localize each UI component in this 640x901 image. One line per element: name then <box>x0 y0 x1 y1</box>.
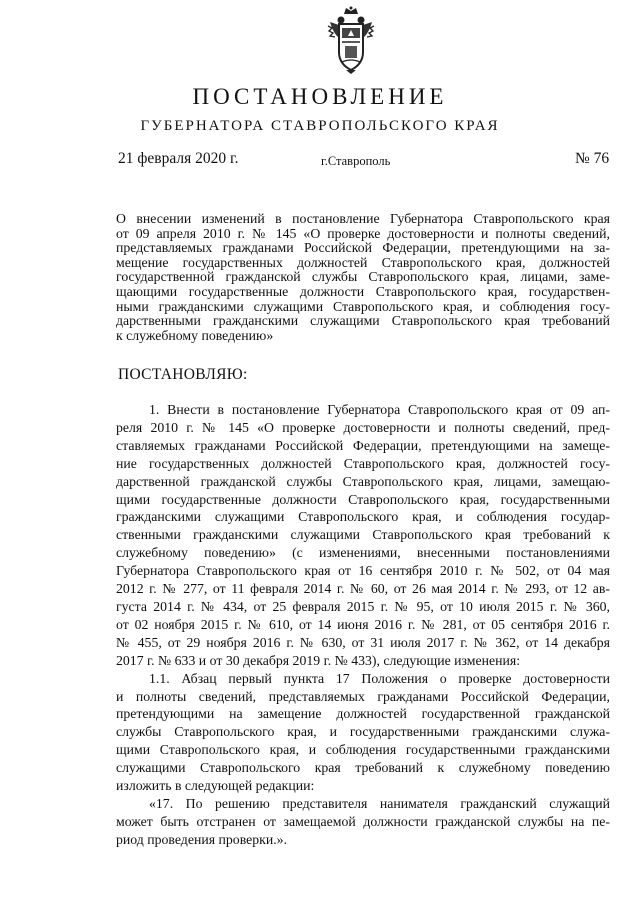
body-line: и полноты сведений, представляемых гражданами Российской Федерации, <box>116 688 610 704</box>
preamble-line: О внесении изменений в постановление Губернатора Ставропольского края <box>116 211 610 226</box>
body-line: ственными гражданскими служащими Ставропольского края требований к <box>116 527 610 543</box>
body-line: от 02 ноября 2015 г. № 610, от 14 июня 2016 г. № 281, от 05 сентября 2016 г. <box>116 616 610 632</box>
document-title: ПОСТАНОВЛЕНИЕ <box>192 84 448 109</box>
preamble-line: представляемых гражданами Российской Федерации, претендующими на за- <box>116 240 610 256</box>
body-line: № 455, от 29 ноября 2016 г. № 630, от 31 июля 2017 г. № 362, от 14 декабря <box>116 634 610 650</box>
preamble <box>116 212 610 343</box>
body-line: службы Ставропольского края, и государственными гражданскими служа- <box>116 724 610 740</box>
body-line: реля 2010 г. № 145 «О проверке достоверности и полноты сведений, пред- <box>116 419 610 435</box>
document-city: г.Ставрополь <box>321 154 391 168</box>
preamble-line: к служебному поведению» <box>116 327 274 343</box>
body-line: 1.1. Абзац первый пункта 17 Положения о проверке достоверности <box>149 670 610 686</box>
decree-heading: ПОСТАНОВЛЯЮ: <box>118 366 248 383</box>
body-line: может быть отстранен от замещаемой должности гражданской службы на пе- <box>116 813 610 829</box>
preamble-line: дарственными гражданскими служащими Ставропольского края требований <box>116 313 610 329</box>
body-line: Губернатора Ставропольского края от 16 сентября 2010 г. № 502, от 04 мая <box>116 563 610 579</box>
document-date: 21 февраля 2020 г. <box>118 150 239 167</box>
document-subtitle: ГУБЕРНАТОРА СТАВРОПОЛЬСКОГО КРАЯ <box>140 118 500 134</box>
preamble-line: мещение государственных должностей Ставропольского края, должностей <box>116 254 610 270</box>
body-line: ставляемых гражданами Российской Федерации, претендующими на замеще- <box>116 437 610 453</box>
body-line: ние государственных должностей Ставропольского края, должностей госу- <box>116 455 610 471</box>
body-line: изложить в следующей редакции: <box>116 778 315 794</box>
body-line: щими государственные должности Ставропольского края, государственными <box>116 491 610 507</box>
body-line: гражданскими служащими Ставропольского края, и соблюдения государ- <box>116 509 610 525</box>
body-line: претендующими на замещение должностей государственной гражданской <box>116 706 610 722</box>
preamble-line: государственной гражданской службы Ставропольского края, лицами, заме- <box>116 269 610 285</box>
body-line: дарственной гражданской службы Ставропольского края, лицами, замещаю- <box>116 473 610 489</box>
body-line: 2012 г. № 277, от 11 февраля 2014 г. № 60, от 26 мая 2014 г. № 293, от 12 ав- <box>116 581 610 597</box>
preamble-line: от 09 апреля 2010 г. № 145 «О проверке достоверности и полноты сведений, <box>116 225 610 241</box>
body-line: густа 2014 г. № 434, от 25 февраля 2015 г. № 95, от 10 июля 2015 г. № 360, <box>116 598 610 614</box>
preamble-line: ными гражданскими служащими Ставропольского края, и соблюдения госу- <box>116 298 610 314</box>
body-line: 1. Внести в постановление Губернатора Ставропольского края от 09 ап- <box>149 402 610 417</box>
body-line: «17. По решению представителя нанимателя гражданский служащий <box>149 795 610 811</box>
body-line: служащими Ставропольского края требований к служебному поведению <box>116 760 610 776</box>
body-line: 2017 г. № 633 и от 30 декабря 2019 г. № 433), следующие изменения: <box>116 652 521 668</box>
document-number: № 76 <box>575 150 610 167</box>
coat-of-arms-emblem-icon <box>326 6 376 74</box>
body-line: служебному поведению» (с изменениями, внесенными постановлениями <box>116 545 610 561</box>
preamble-line: щающими государственные должности Ставропольского края, государствен- <box>116 283 610 299</box>
body-line: щими Ставропольского края, и соблюдения государственными гражданскими <box>116 742 610 758</box>
document-body <box>116 401 610 849</box>
body-line: риод проведения проверки.». <box>116 831 288 847</box>
